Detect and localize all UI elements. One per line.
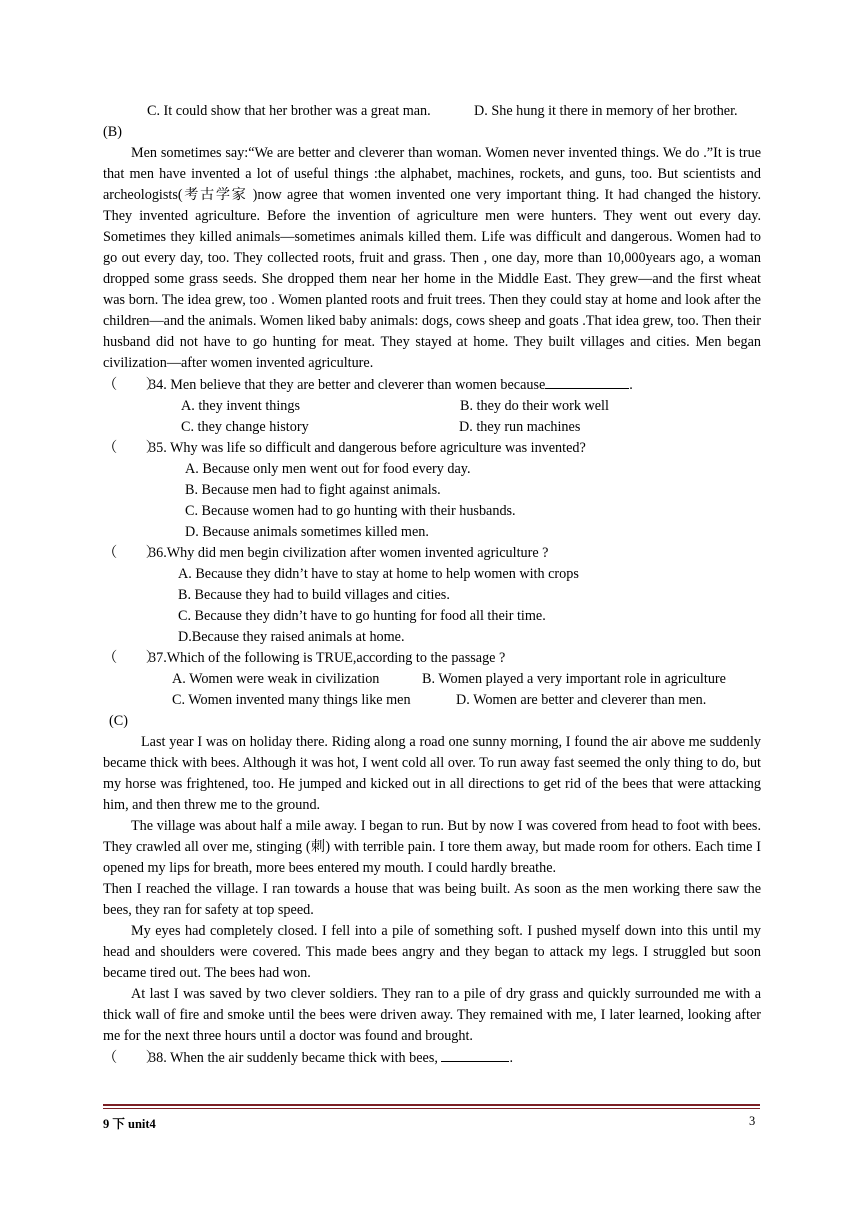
passage-b: Men sometimes say:“We are better and cleverer than woman. Women never invented things. We do .”It is true that men have invented a lot of useful things :the alphabet, machines, rockets, and guns, too. But scientists and archeologists(考古学家 )now agree that women invented one very important thing. It had changed the history. They invented agriculture. Before the invention of agriculture men were hunters. They went out every day. Sometimes they killed animals—sometimes animals killed them. Life was difficult and dangerous. Women had to go out every day, too. They collected roots, fruit and grass. Then , one day, more than 10,000years ago, a woman dropped some grass seeds. She dropped them near her home in the Middle East. They grew—and the first wheat was born. The idea grew, too . Women planted roots and fruit trees. Then they could stay at home and look after the children—and the animals. Women liked baby animals: dogs, cows sheep and goats .That idea grew, too. Then their husband did not have to go hunting for meat. They stayed at home. They built villages and cities. Men began civilization—after women invented agriculture. — [103, 145, 761, 371]
option-b: B. Because men had to fight against animals. — [185, 482, 441, 498]
option-d: D. Women are better and cleverer than men. — [456, 692, 707, 708]
option-b: B. they do their work well — [460, 398, 609, 414]
option-a: A. Because only men went out for food every day. — [185, 461, 471, 477]
option-d: D. She hung it there in memory of her brother. — [474, 103, 738, 119]
option-c: C. Because they didn’t have to go hunting for food all their time. — [178, 608, 546, 624]
options-row — [103, 690, 761, 711]
question-35 — [103, 438, 761, 459]
question-tail: . — [629, 377, 633, 393]
option-a: A. they invent things — [181, 398, 301, 414]
option-a: A. Women were weak in civilization — [172, 671, 380, 687]
question-stem: 36.Why did men begin civilization after women invented agriculture ? — [149, 545, 549, 561]
question-stem: 37.Which of the following is TRUE,according to the passage ? — [149, 650, 506, 666]
document-page — [103, 101, 761, 1069]
answer-paren[interactable]: （ ） — [103, 545, 160, 561]
option-c: C. they change history — [181, 419, 309, 435]
section-b-label: (B) — [103, 124, 122, 140]
passage-c-paragraph-5: At last I was saved by two clever soldiers. They ran to a pile of dry grass and quickly surrounded me with a thick wall of fire and smoke until the bees were driven away. They remained with me, I later learned, looking after me for the next three hours until a doctor was found and brought. — [103, 986, 761, 1044]
option-d: D. they run machines — [459, 419, 581, 435]
answer-paren[interactable]: （ ） — [103, 440, 160, 456]
passage-c-paragraph-3: Then I reached the village. I ran towards a house that was being built. As soon as the men working there saw the bees, they ran for safety at top speed. — [103, 881, 761, 918]
passage-c-paragraph-1: Last year I was on holiday there. Riding along a road one sunny morning, I found the air above me suddenly became thick with bees. Although it was hot, I went cold all over. To run away fast seemed the only thing to do, but my horse was frightened, too. He jumped and kicked out in all directions to get rid of the bees that were attacking him, and then threw me to the ground. — [103, 734, 761, 813]
footer-unit-label: 9 下 unit4 — [103, 1117, 156, 1131]
option-a: A. Because they didn’t have to stay at home to help women with crops — [178, 566, 579, 582]
option-c: C. It could show that her brother was a great man. — [147, 103, 431, 119]
answer-paren[interactable]: （ ） — [103, 650, 160, 666]
answer-paren[interactable]: （ ） — [103, 377, 160, 393]
option-b: B. Because they had to build villages and cities. — [178, 587, 450, 603]
question-38 — [103, 1047, 761, 1069]
option-c: C. Women invented many things like men — [172, 692, 411, 708]
question-34 — [103, 374, 761, 396]
answer-blank[interactable] — [545, 374, 629, 389]
options-row — [103, 669, 761, 690]
option-d: D. Because animals sometimes killed men. — [185, 524, 429, 540]
top-options-row — [103, 101, 761, 122]
question-37 — [103, 648, 761, 669]
option-d: D.Because they raised animals at home. — [178, 629, 405, 645]
question-tail: . — [509, 1050, 514, 1066]
option-b: B. Women played a very important role in agriculture — [422, 671, 726, 687]
question-stem: 38. When the air suddenly became thick with bees, — [149, 1050, 438, 1066]
passage-c-paragraph-2: The village was about half a mile away. I began to run. But by now I was covered from head to foot with bees. They crawled all over me, stinging (刺) with terrible pain. I tore them away, but made room for others. Each time I opened my lips for breath, more bees entered my mouth. I could hardly breathe. — [103, 818, 761, 876]
passage-c-paragraph-4: My eyes had completely closed. I fell into a pile of something soft. I pushed myself down into this until my head and shoulders were covered. This made bees angry and they began to attack my legs. I struggled but soon became tired out. The bees had won. — [103, 923, 761, 981]
section-c-label: (C) — [109, 713, 128, 729]
footer-divider — [103, 1104, 760, 1109]
question-36 — [103, 543, 761, 564]
question-stem: 34. Men believe that they are better and cleverer than women because — [149, 377, 546, 393]
page-number: 3 — [749, 1114, 756, 1128]
options-row — [103, 417, 761, 438]
answer-paren[interactable]: （ ） — [103, 1050, 160, 1066]
option-c: C. Because women had to go hunting with their husbands. — [185, 503, 516, 519]
question-stem: 35. Why was life so difficult and dangerous before agriculture was invented? — [149, 440, 586, 456]
options-row — [103, 396, 761, 417]
answer-blank[interactable] — [441, 1047, 509, 1062]
